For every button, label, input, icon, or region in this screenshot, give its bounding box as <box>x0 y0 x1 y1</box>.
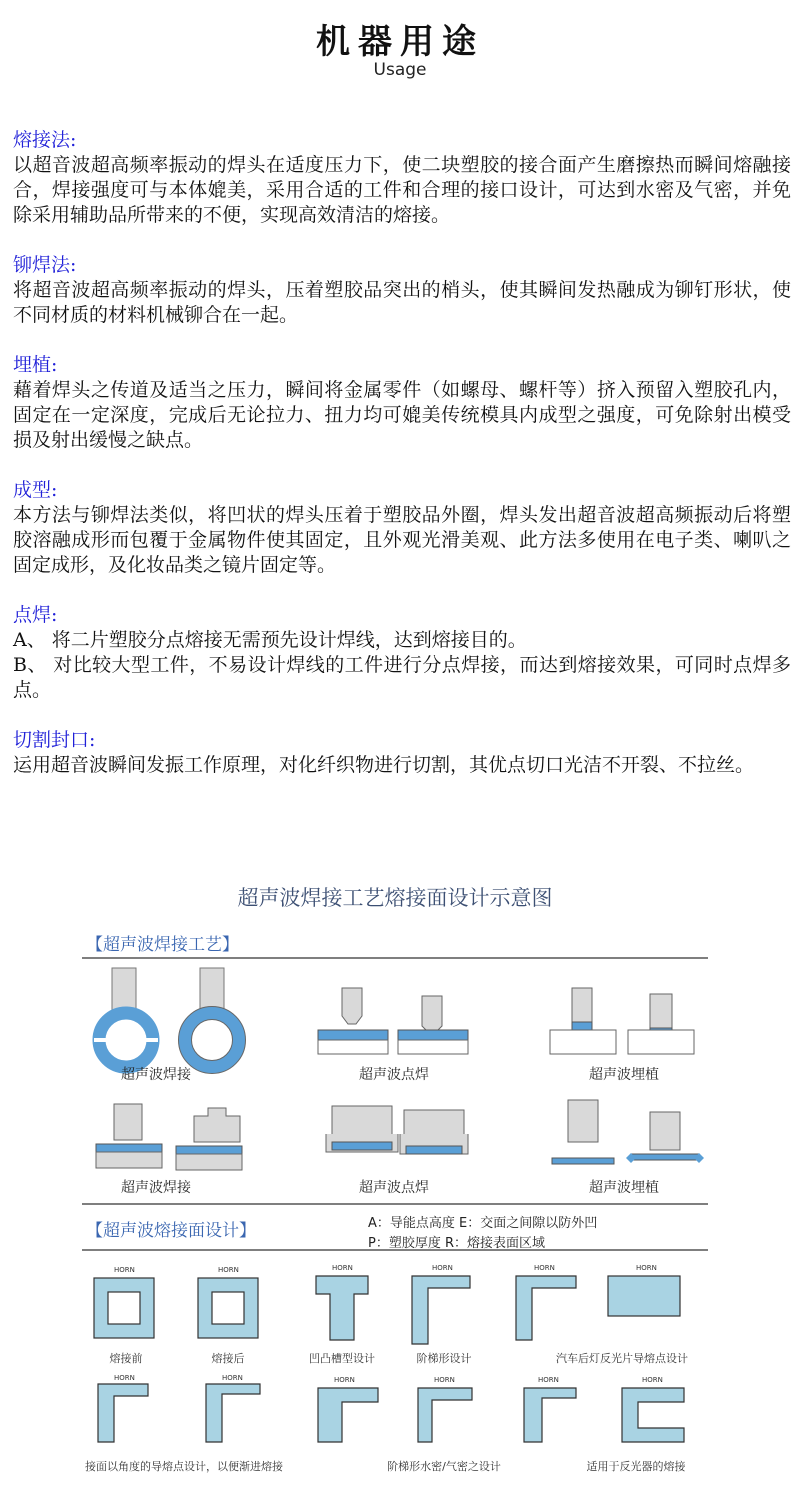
section-text: 将超音波超高频率振动的焊头，压着塑胶品突出的梢头，使其瞬间发热融成为铆钉形状，使不同材质的材料机械铆合在一起。 <box>13 279 791 326</box>
section-heading: 铆焊法: <box>13 254 77 276</box>
horn-labels <box>114 1264 663 1384</box>
section-text: 藉着焊头之传道及适当之压力，瞬间将金属零件（如螺母、螺杆等）挤入预留入塑胶孔内，固定在一定深度，完成后无论拉力、扭力均可媲美传统模具内成型之强度，可免除射出模受损及射出缓慢之缺点。 <box>13 379 791 451</box>
spot-weld-icon <box>318 988 468 1054</box>
section-fusion <box>13 128 791 228</box>
caption-watertight-design: 阶梯形水密/气密之设计 <box>387 1460 501 1473</box>
legend-line-2: P：塑胶厚度 R：熔接表面区域 <box>368 1236 546 1251</box>
caption-ultrasonic-spot-2: 超声波点焊 <box>359 1180 429 1196</box>
caption-angle-design: 接面以角度的导熔点设计，以便渐进熔接 <box>85 1460 283 1473</box>
usage-sections <box>13 128 791 803</box>
section-text: B、 对比较大型工件，不易设计焊线的工件进行分点焊接，而达到熔接效果，可同时点焊多点。 <box>13 654 791 701</box>
caption-ultrasonic-welding: 超声波焊接 <box>121 1067 191 1083</box>
design-heading: 【超声波熔接面设计】 <box>86 1221 256 1241</box>
page-title: 机器用途 <box>316 22 484 62</box>
caption-ultrasonic-welding-2: 超声波焊接 <box>121 1180 191 1196</box>
caption-reflector-design: 汽车后灯反光片导熔点设计 <box>556 1352 688 1365</box>
svg-text:HORN: HORN <box>534 1264 555 1272</box>
svg-text:HORN: HORN <box>114 1266 135 1274</box>
caption-reflector-fusion: 适用于反光器的熔接 <box>586 1460 686 1473</box>
caption-after-weld: 熔接后 <box>211 1352 245 1365</box>
forming-icon <box>326 1106 468 1154</box>
svg-text:HORN: HORN <box>114 1374 135 1382</box>
caption-ultrasonic-embed-2: 超声波埋植 <box>589 1180 659 1196</box>
svg-text:HORN: HORN <box>218 1266 239 1274</box>
svg-text:HORN: HORN <box>636 1264 657 1272</box>
svg-text:HORN: HORN <box>332 1264 353 1272</box>
section-heading: 点焊: <box>13 604 58 626</box>
legend-line-1: A：导能点高度 E：交面之间隙以防外凹 <box>368 1216 598 1231</box>
svg-text:HORN: HORN <box>432 1264 453 1272</box>
svg-text:HORN: HORN <box>334 1376 355 1384</box>
lap-weld-icon <box>96 1104 242 1170</box>
ring-weld-before-icon <box>94 968 158 1067</box>
caption-ultrasonic-spot: 超声波点焊 <box>359 1067 429 1083</box>
section-forming <box>13 478 791 578</box>
section-heading: 熔接法: <box>13 129 77 151</box>
caption-before-weld: 熔接前 <box>109 1352 143 1365</box>
caption-ultrasonic-embed: 超声波埋植 <box>589 1067 659 1083</box>
caption-groove-design: 凹凸槽型设计 <box>309 1352 375 1365</box>
svg-text:HORN: HORN <box>222 1374 243 1382</box>
figure-title: 超声波焊接工艺熔接面设计示意图 <box>237 886 553 910</box>
section-spot-welding <box>13 603 791 703</box>
welding-diagram <box>80 872 710 1490</box>
section-text: A、 将二片塑胶分点熔接无需预先设计焊线，达到熔接目的。 <box>13 629 527 651</box>
section-embedding <box>13 353 791 453</box>
section-text: 运用超音波瞬间发振工作原理，对化纤织物进行切割，其优点切口光洁不开裂、不拉丝。 <box>13 754 755 776</box>
ring-weld-after-icon <box>179 968 246 1074</box>
svg-text:HORN: HORN <box>434 1376 455 1384</box>
section-text: 以超音波超高频率振动的焊头在适度压力下，使二块塑胶的接合面产生磨擦热而瞬间熔融接合，焊接强度可与本体媲美，采用合适的工件和合理的接口设计，可达到水密及气密，并免除采用辅助品所带来的不便，实现高效清洁的熔接。 <box>13 154 791 226</box>
svg-text:HORN: HORN <box>642 1376 663 1384</box>
section-heading: 切割封口: <box>13 729 96 751</box>
insert-icon <box>552 1100 704 1164</box>
page-subtitle: Usage <box>373 60 427 80</box>
section-riveting <box>13 253 791 328</box>
section-cutting-sealing <box>13 728 791 778</box>
section-heading: 埋植: <box>13 354 58 376</box>
section-text: 本方法与铆焊法类似，将凹状的焊头压着于塑胶品外圈，焊头发出超音波超高频振动后将塑胶溶融成形而包覆于金属物件使其固定，且外观光滑美观、此方法多使用在电子类、喇叭之固定成形，及化妆品类之镜片固定等。 <box>13 504 791 576</box>
process-heading: 【超声波焊接工艺】 <box>86 935 239 955</box>
svg-text:HORN: HORN <box>538 1376 559 1384</box>
section-heading: 成型: <box>13 479 58 501</box>
embedding-icon <box>550 988 694 1054</box>
caption-step-design: 阶梯形设计 <box>416 1352 472 1365</box>
